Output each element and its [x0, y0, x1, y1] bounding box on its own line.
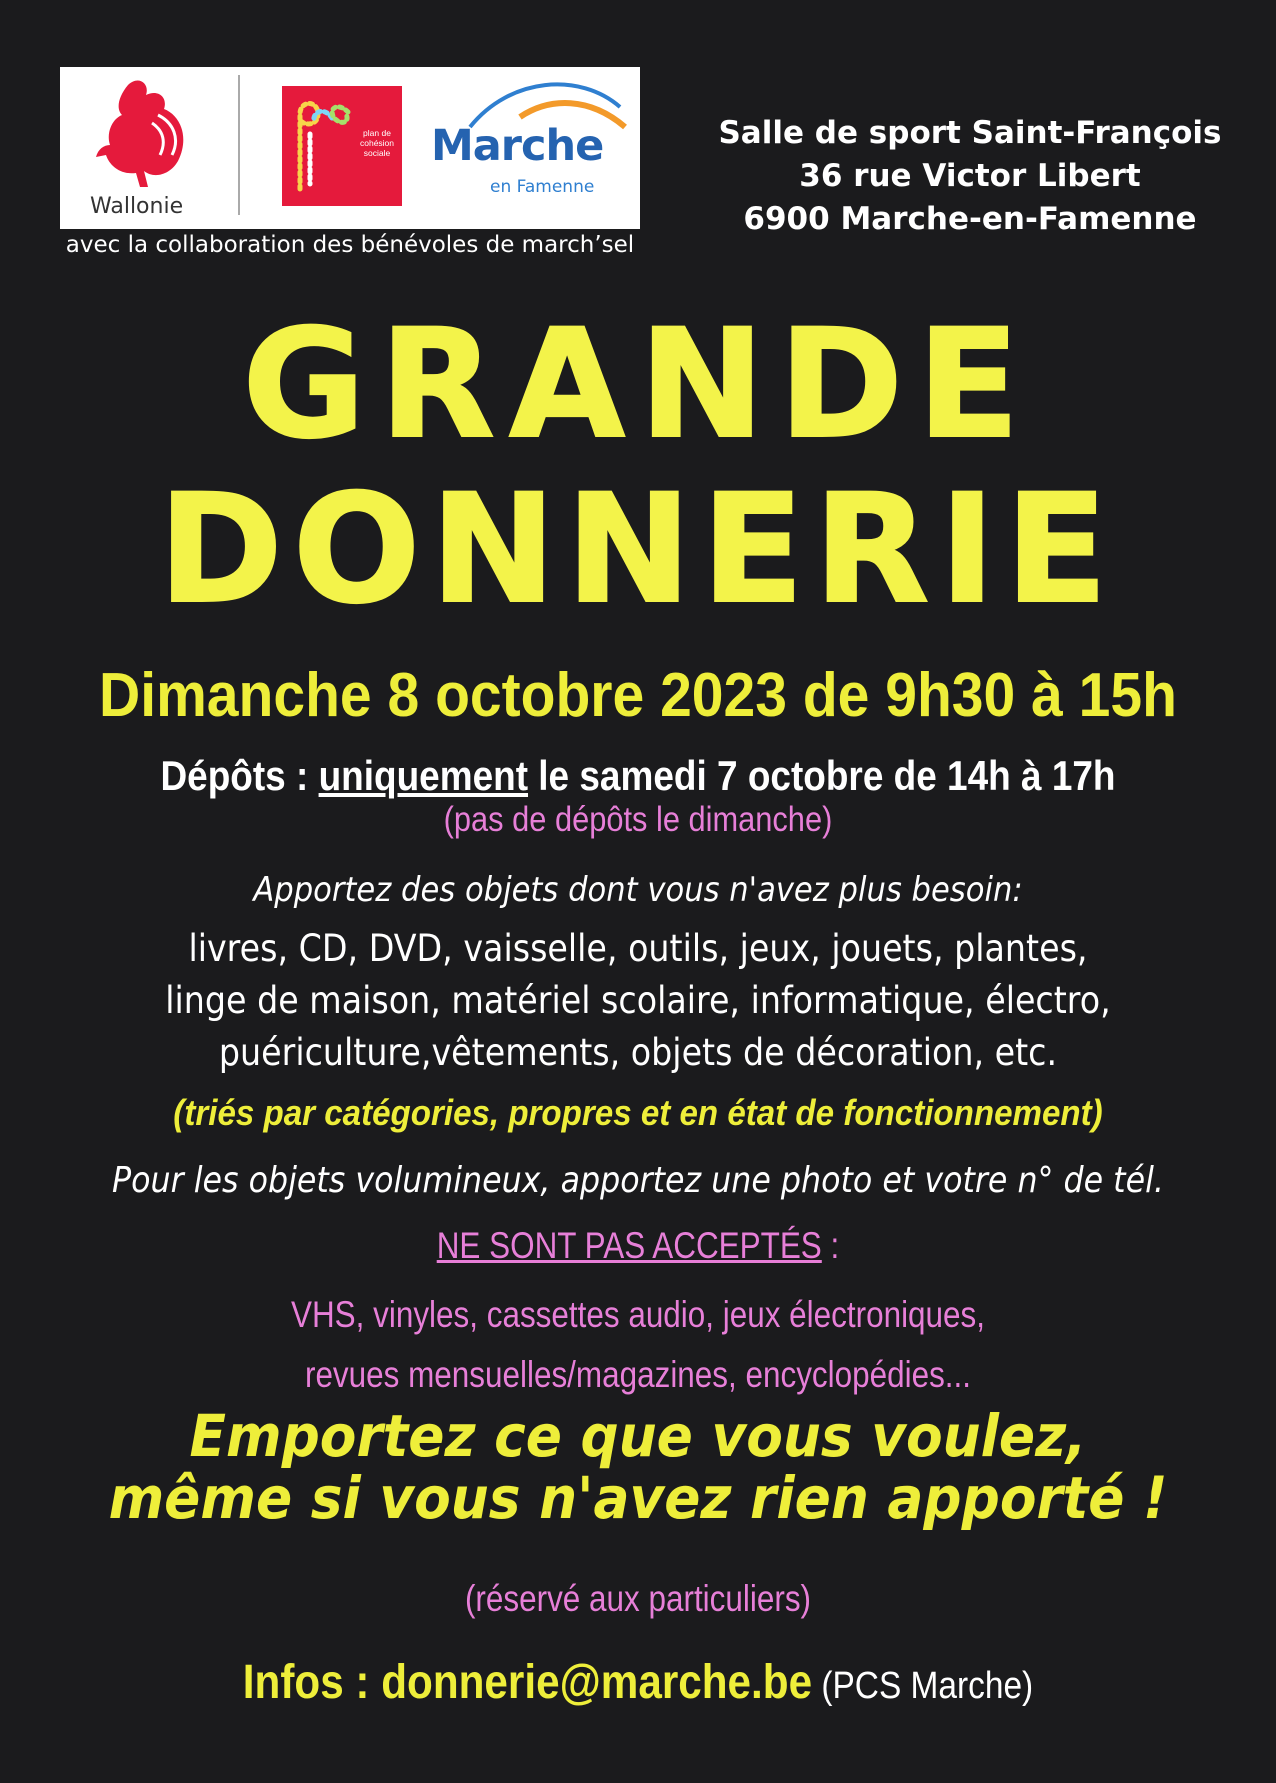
venue-address — [700, 112, 1240, 241]
bulky-items-note: Pour les objets volumineux, apportez une photo et votre n° de tél. — [112, 1160, 1164, 1201]
address-line-2: 36 rue Victor Libert — [799, 158, 1141, 194]
refused-heading-text: NE SONT PAS ACCEPTÉS — [436, 1225, 822, 1266]
emportez-line-2: même si vous n'avez rien apporté ! — [108, 1464, 1168, 1532]
emportez-line-1: Emportez ce que vous voulez, — [189, 1402, 1087, 1470]
refused-line-1: VHS, vinyles, cassettes audio, jeux électroniques, — [290, 1294, 985, 1335]
apportez-text: Apportez des objets dont vous n'avez plus besoin: — [253, 870, 1023, 910]
famenne-logo-word: en Famenne — [490, 177, 595, 197]
sorting-note: (triés par catégories, propres et en état de fonctionnement) — [173, 1092, 1103, 1133]
refused-line-2: revues mensuelles/magazines, encyclopédies... — [304, 1354, 972, 1395]
objects-line-1: livres, CD, DVD, vaisselle, outils, jeux, jouets, plantes, — [188, 927, 1088, 970]
refused-heading — [96, 1225, 1181, 1267]
depots-suffix: le samedi 7 octobre de 14h à 17h — [528, 752, 1116, 799]
objects-list — [64, 923, 1212, 1079]
collaboration-text: avec la collaboration des bénévoles de march’sel — [65, 232, 635, 258]
infos-email[interactable]: donnerie@marche.be — [381, 1656, 813, 1709]
logo-divider — [238, 75, 240, 215]
emportez-slogan — [51, 1402, 1225, 1532]
refused-colon: : — [821, 1225, 840, 1266]
marche-logo-word: Marche — [431, 121, 604, 171]
address-line-3: 6900 Marche-en-Famenne — [743, 201, 1197, 237]
refused-list — [96, 1285, 1181, 1405]
pcs-dots-icon — [288, 94, 358, 194]
depots-emphasis: uniquement — [318, 752, 529, 799]
address-line-1: Salle de sport Saint-François — [718, 115, 1222, 151]
depots-line — [77, 752, 1200, 800]
depots-note: (pas de dépôts le dimanche) — [443, 800, 833, 839]
objects-line-3: puériculture,vêtements, objets de décoration, etc. — [218, 1031, 1058, 1074]
pcs-logo — [282, 86, 402, 206]
rooster-icon — [88, 75, 198, 193]
infos-line — [77, 1655, 1200, 1710]
objects-line-2: linge de maison, matériel scolaire, informatique, électro, — [165, 979, 1111, 1022]
title-line-2: DONNERIE — [158, 463, 1118, 637]
depots-prefix: Dépôts : — [160, 752, 319, 799]
wallonie-label: Wallonie — [90, 194, 184, 219]
pcs-text: plan de cohésion sociale — [359, 128, 395, 158]
infos-org: (PCS Marche) — [812, 1665, 1034, 1707]
reserved-note: (réservé aux particuliers) — [464, 1578, 812, 1619]
logo-banner — [60, 67, 640, 229]
event-date: Dimanche 8 octobre 2023 de 9h30 à 15h — [99, 661, 1177, 730]
title-line-1: GRANDE — [242, 298, 1034, 472]
infos-label: Infos : — [242, 1656, 382, 1709]
